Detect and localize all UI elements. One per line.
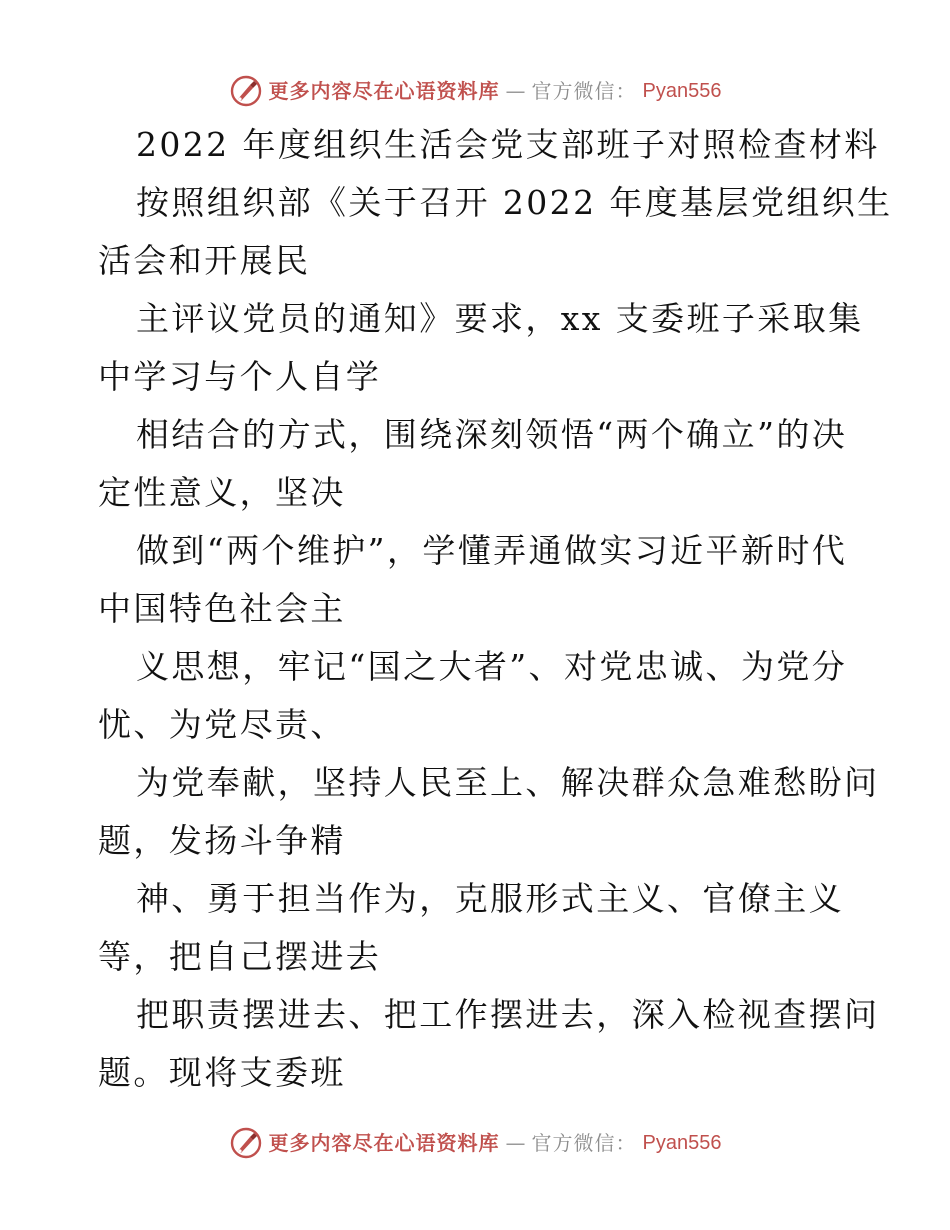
watermark-account: Pyan556 <box>642 1132 722 1154</box>
paragraph-line: 定性意义，坚决 <box>98 473 346 512</box>
watermark-account: Pyan556 <box>642 80 722 102</box>
watermark-separator: — <box>505 79 526 103</box>
paragraph-line: 义思想，牢记“国之大者”、对党忠诚、为党分 <box>136 647 848 686</box>
paragraph-line: 题。现将支委班 <box>98 1053 346 1092</box>
watermark-wechat-label: 官方微信： <box>531 79 637 103</box>
paragraph-line: 按照组织部《关于召开 2022 年度基层党组织生 <box>136 183 893 222</box>
paragraph-line: 题，发扬斗争精 <box>98 821 346 860</box>
document-title: 2022 年度组织生活会党支部班子对照检查材料 <box>136 125 880 164</box>
watermark-text: 更多内容尽在心语资料库 <box>268 1131 500 1155</box>
paragraph-line: 忧、为党尽责、 <box>98 705 346 744</box>
document-body <box>98 116 893 1102</box>
paragraph-line: 神、勇于担当作为，克服形式主义、官僚主义 <box>136 879 844 918</box>
paragraph-line: 主评议党员的通知》要求，xx 支委班子采取集 <box>136 299 864 338</box>
paragraph-line: 活会和开展民 <box>98 241 311 280</box>
paragraph-line: 把职责摆进去、把工作摆进去，深入检视查摆问 <box>136 995 880 1034</box>
pen-logo-icon <box>229 1126 263 1160</box>
paragraph-line: 做到“两个维护”，学懂弄通做实习近平新时代 <box>136 531 848 570</box>
paragraph-line: 中国特色社会主 <box>98 589 346 628</box>
paragraph-line: 等，把自己摆进去 <box>98 937 382 976</box>
watermark-separator: — <box>505 1131 526 1155</box>
paragraph-line: 相结合的方式，围绕深刻领悟“两个确立”的决 <box>136 415 848 454</box>
watermark-wechat-label: 官方微信： <box>531 1131 637 1155</box>
paragraph-line: 为党奉献，坚持人民至上、解决群众急难愁盼问 <box>136 763 880 802</box>
watermark-header <box>0 74 950 108</box>
watermark-footer <box>0 1126 950 1160</box>
pen-logo-icon <box>229 74 263 108</box>
paragraph-line: 中学习与个人自学 <box>98 357 382 396</box>
watermark-text: 更多内容尽在心语资料库 <box>268 79 500 103</box>
